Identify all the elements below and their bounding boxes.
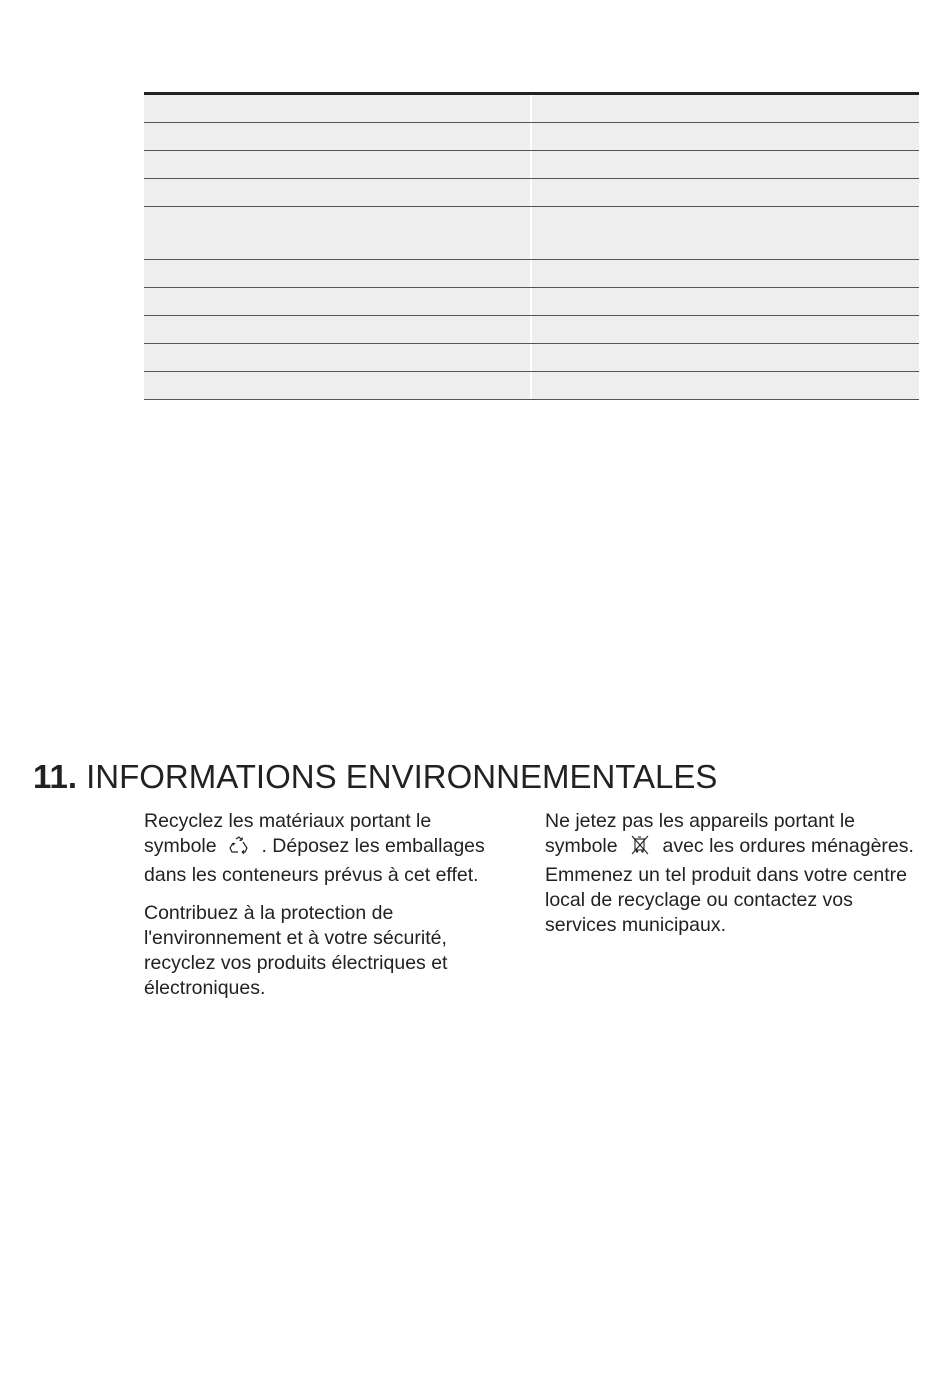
table-row [144, 207, 919, 260]
table-row [144, 344, 919, 372]
specifications-table [144, 92, 919, 400]
table-cell-value [532, 372, 919, 399]
recycle-text-end: . Déposez les emballages dans les conteneurs prévus à cet effet. [144, 835, 485, 886]
section-title-text: INFORMATIONS ENVIRONNEMENTALES [86, 758, 718, 795]
table-row [144, 95, 919, 123]
table-row [144, 151, 919, 179]
table-cell-label [144, 288, 532, 315]
protect-environment-paragraph: Contribuez à la protection de l'environnement et à votre sécurité, recyclez vos produits électriques et électroniques. [144, 902, 448, 999]
weee-text-end: avec les ordures ménagères. Emmenez un tel produit dans votre centre local de recyclage ou contactez vos services municipaux. [545, 835, 914, 936]
weee-text-start: Ne jetez pas les appareils portant le symbole [545, 810, 856, 857]
table-cell-label [144, 344, 532, 371]
weee-paragraph [545, 809, 925, 938]
recycle-text-start: Recyclez les matériaux portant le symbole [144, 810, 432, 857]
left-column [144, 809, 509, 1014]
table-row [144, 316, 919, 344]
table-cell-value [532, 207, 919, 259]
table-row [144, 288, 919, 316]
section-title [33, 756, 717, 798]
table-cell-label [144, 151, 532, 178]
table-cell-value [532, 288, 919, 315]
recycle-packaging-paragraph [144, 809, 509, 888]
table-cell-value [532, 123, 919, 150]
table-cell-label [144, 123, 532, 150]
table-row [144, 372, 919, 400]
table-row [144, 260, 919, 288]
right-column [545, 809, 925, 951]
table-cell-label [144, 207, 532, 259]
table-cell-value [532, 344, 919, 371]
section-number: 11. [33, 758, 78, 795]
table-cell-label [144, 179, 532, 206]
table-row [144, 123, 919, 151]
table-row [144, 179, 919, 207]
table-cell-value [532, 316, 919, 343]
recycle-icon [228, 836, 250, 863]
table-cell-value [532, 151, 919, 178]
table-cell-value [532, 179, 919, 206]
table-cell-value [532, 260, 919, 287]
table-cell-label [144, 372, 532, 399]
crossed-out-bin-icon [629, 834, 651, 863]
table-cell-label [144, 95, 532, 122]
table-cell-label [144, 260, 532, 287]
table-cell-value [532, 95, 919, 122]
table-cell-label [144, 316, 532, 343]
